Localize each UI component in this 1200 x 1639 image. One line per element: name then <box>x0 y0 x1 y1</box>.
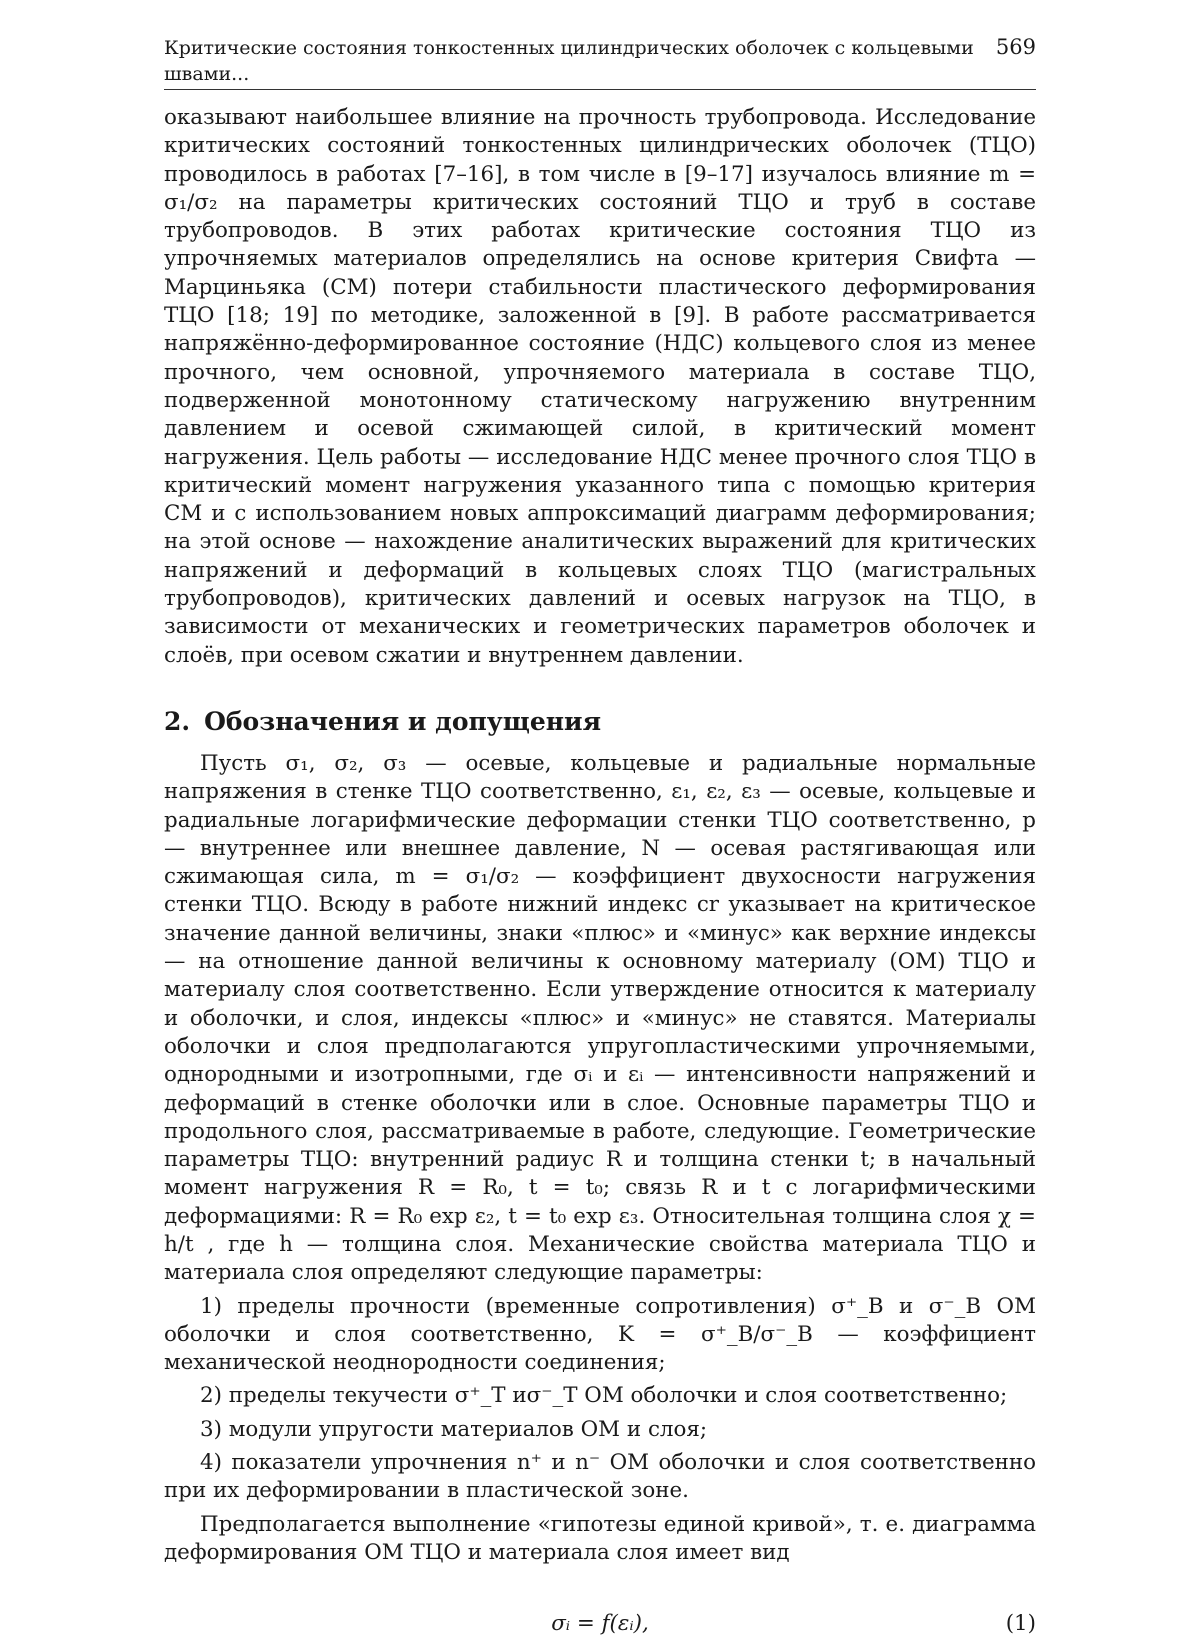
section-title: Обозначения и допущения <box>204 706 602 736</box>
list-item-3: 3) модули упругости материалов ОМ и слоя; <box>200 1416 708 1442</box>
closing-paragraph: Предполагается выполнение «гипотезы единой кривой», т. е. диаграмма деформирования ОМ ТЦО и материала слоя имеет вид <box>164 1511 1036 1565</box>
running-title: Критические состояния тонкостенных цилиндрических оболочек с кольцевыми швами... <box>164 37 974 85</box>
equation-number: (1) <box>1005 1611 1036 1637</box>
page-number: 569 <box>995 35 1036 59</box>
running-head <box>164 34 1036 90</box>
section-paragraph: Пусть σ₁, σ₂, σ₃ — осевые, кольцевые и радиальные нормальные напряжения в стенке ТЦО соответственно, ε₁, ε₂, ε₃ — осевые, кольцевые и радиальные логарифмические деформации стенки ТЦО соответственно, p — внутреннее или внешнее давление, N — осевая растягивающая или сжимающая сила, m = σ₁/σ₂ — коэффициент двухосности нагружения стенки ТЦО. Всюду в работе нижний индекс cr указывает на критическое значение данной величины, знаки «плюс» и «минус» как верхние индексы — на отношение данной величины к основному материалу (ОМ) ТЦО и материалу слоя соответственно. Если утверждение относится к материалу и оболочки, и слоя, индексы «плюс» и «минус» не ставятся. Материалы оболочки и слоя предполагаются упругопластическими упрочняемыми, однородными и изотропными, где σᵢ и εᵢ — интенсивности напряжений и деформаций в стенке оболочки или в слое. Основные параметры ТЦО и продольного слоя, рассматриваемые в работе, следующие. Геометрические параметры ТЦО: внутренний радиус R и толщина стенки t; в начальный момент нагружения R = R₀, t = t₀; связь R и t с логарифмическими деформациями: R = R₀ exp ε₂, t = t₀ exp ε₃. Относительная толщина слоя χ = h/t , где h — толщина слоя. Механические свойства материала ТЦО и материала слоя определяют следующие параметры: <box>164 750 1037 1286</box>
list-item-2: 2) пределы текучести σ⁺_T иσ⁻_T ОМ оболочки и слоя соответственно; <box>200 1383 1008 1409</box>
equation <box>164 1609 1036 1639</box>
equation-expression: σᵢ = f(εᵢ), <box>551 1611 649 1637</box>
page <box>164 34 1036 1639</box>
list-item-4: 4) показатели упрочнения n⁺ и n⁻ ОМ оболочки и слоя соответственно при их деформировании в пластической зоне. <box>164 1450 1036 1504</box>
intro-paragraph: оказывают наибольшее влияние на прочность трубопровода. Исследование критических состояний тонкостенных цилиндрических оболочек (ТЦО) проводилось в работах [7–16], в том числе в [9–17] изучалось влияние m = σ₁/σ₂ на параметры критических состояний ТЦО и труб в составе трубопроводов. В этих работах критические состояния ТЦО из упрочняемых материалов определялись на основе критерия Свифта — Марциньяка (СМ) потери стабильности пластического деформирования ТЦО [18; 19] по методике, заложенной в [9]. В работе рассматривается напряжённо-деформированное состояние (НДС) кольцевого слоя из менее прочного, чем основной, упрочняемого материала в составе ТЦО, подверженной монотонному статическому нагружению внутренним давлением и осевой сжимающей силой, в критический момент нагружения. Цель работы — исследование НДС менее прочного слоя ТЦО в критический момент нагружения указанного типа с помощью критерия СМ и с использованием новых аппроксимаций диаграмм деформирования; на этой основе — нахождение аналитических выражений для критических напряжений и деформаций в кольцевых слоях ТЦО (магистральных трубопроводов), критических давлений и осевых нагрузок на ТЦО, в зависимости от механических и геометрических параметров оболочек и слоёв, при осевом сжатии и внутреннем давлении. <box>164 105 1036 668</box>
section-number: 2. <box>164 706 191 736</box>
list-item-1: 1) пределы прочности (временные сопротивления) σ⁺_B и σ⁻_B ОМ оболочки и слоя соответственно, K = σ⁺_B/σ⁻_B — коэффициент механической неоднородности соединения; <box>164 1293 1036 1376</box>
section-heading <box>164 706 1036 738</box>
